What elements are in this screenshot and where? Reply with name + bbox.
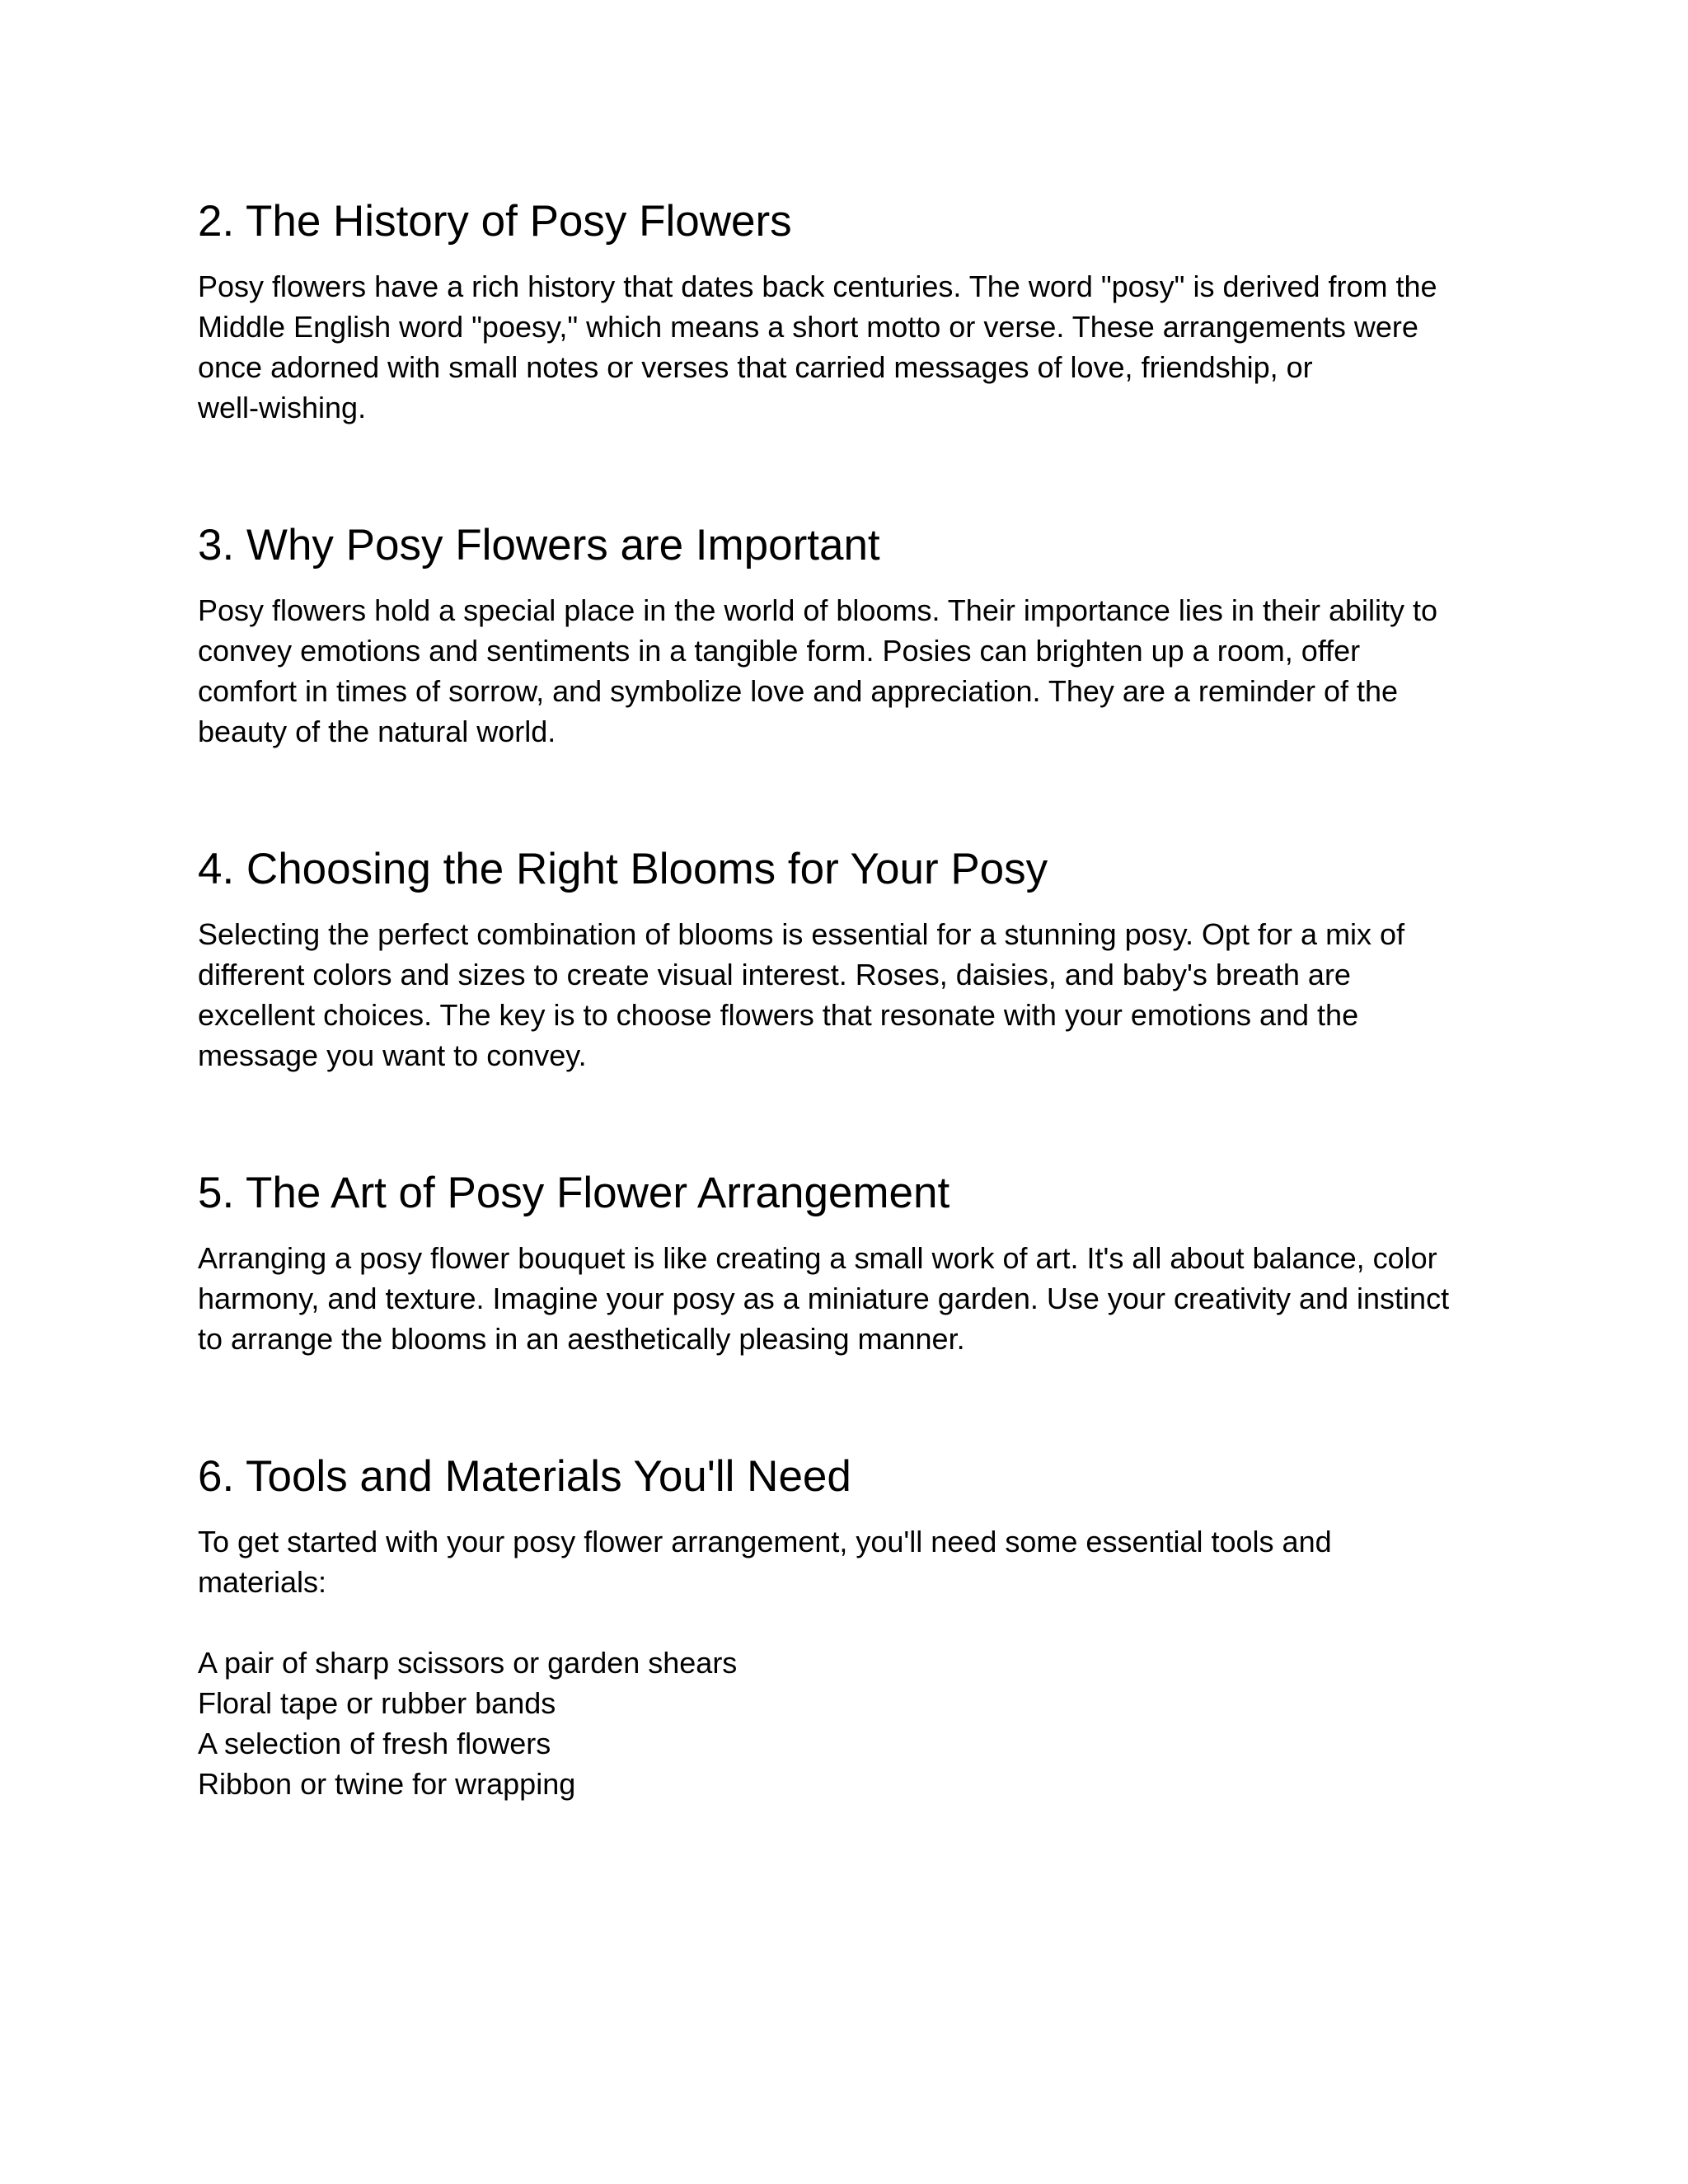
paragraph-line: Middle English word "poesy," which means a short motto or verse. These arrangements were [198, 310, 1418, 344]
section-heading: 6. Tools and Materials You'll Need [198, 1452, 851, 1501]
section-history [198, 195, 1500, 428]
section-arrangement-art [198, 1167, 1500, 1359]
section-tools-materials [198, 1451, 1500, 1804]
list-item: A selection of fresh flowers [198, 1727, 551, 1760]
paragraph-line: to arrange the blooms in an aesthetically pleasing manner. [198, 1322, 965, 1356]
paragraph-line: materials: [198, 1565, 327, 1599]
paragraph-line: comfort in times of sorrow, and symbolize love and appreciation. They are a reminder of the [198, 674, 1399, 708]
section-paragraph [198, 590, 1500, 752]
section-heading: 4. Choosing the Right Blooms for Your Posy [198, 845, 1048, 893]
list-item: Floral tape or rubber bands [198, 1686, 556, 1720]
paragraph-line: Posy flowers have a rich history that dates back centuries. The word "posy" is derived from the [198, 269, 1437, 303]
paragraph-line: convey emotions and sentiments in a tangible form. Posies can brighten up a room, offer [198, 634, 1361, 668]
section-paragraph [198, 1521, 1500, 1602]
paragraph-line: different colors and sizes to create visual interest. Roses, daisies, and baby's breath are [198, 958, 1351, 991]
section-paragraph [198, 914, 1500, 1076]
paragraph-line: Posy flowers hold a special place in the world of blooms. Their importance lies in their ability to [198, 593, 1438, 627]
section-choosing-blooms [198, 843, 1500, 1076]
section-heading: 5. The Art of Posy Flower Arrangement [198, 1169, 950, 1217]
paragraph-line: Selecting the perfect combination of blooms is essential for a stunning posy. Opt for a mix of [198, 917, 1405, 951]
materials-list [198, 1643, 1500, 1804]
section-importance [198, 519, 1500, 752]
section-heading: 2. The History of Posy Flowers [198, 197, 792, 246]
paragraph-line: once adorned with small notes or verses that carried messages of love, friendship, or [198, 350, 1313, 384]
list-item: A pair of sharp scissors or garden shears [198, 1646, 738, 1680]
paragraph-line: well-wishing. [198, 391, 367, 424]
paragraph-line: Arranging a posy flower bouquet is like creating a small work of art. It's all about balance, color [198, 1241, 1437, 1275]
paragraph-line: excellent choices. The key is to choose flowers that resonate with your emotions and the [198, 998, 1359, 1032]
section-paragraph [198, 1238, 1500, 1359]
paragraph-line: message you want to convey. [198, 1038, 587, 1072]
section-heading: 3. Why Posy Flowers are Important [198, 521, 880, 569]
list-item: Ribbon or twine for wrapping [198, 1767, 576, 1801]
paragraph-line: harmony, and texture. Imagine your posy as a miniature garden. Use your creativity and instinct [198, 1282, 1450, 1315]
paragraph-line: beauty of the natural world. [198, 715, 556, 748]
paragraph-line: To get started with your posy flower arrangement, you'll need some essential tools and [198, 1525, 1332, 1558]
section-paragraph [198, 266, 1500, 428]
